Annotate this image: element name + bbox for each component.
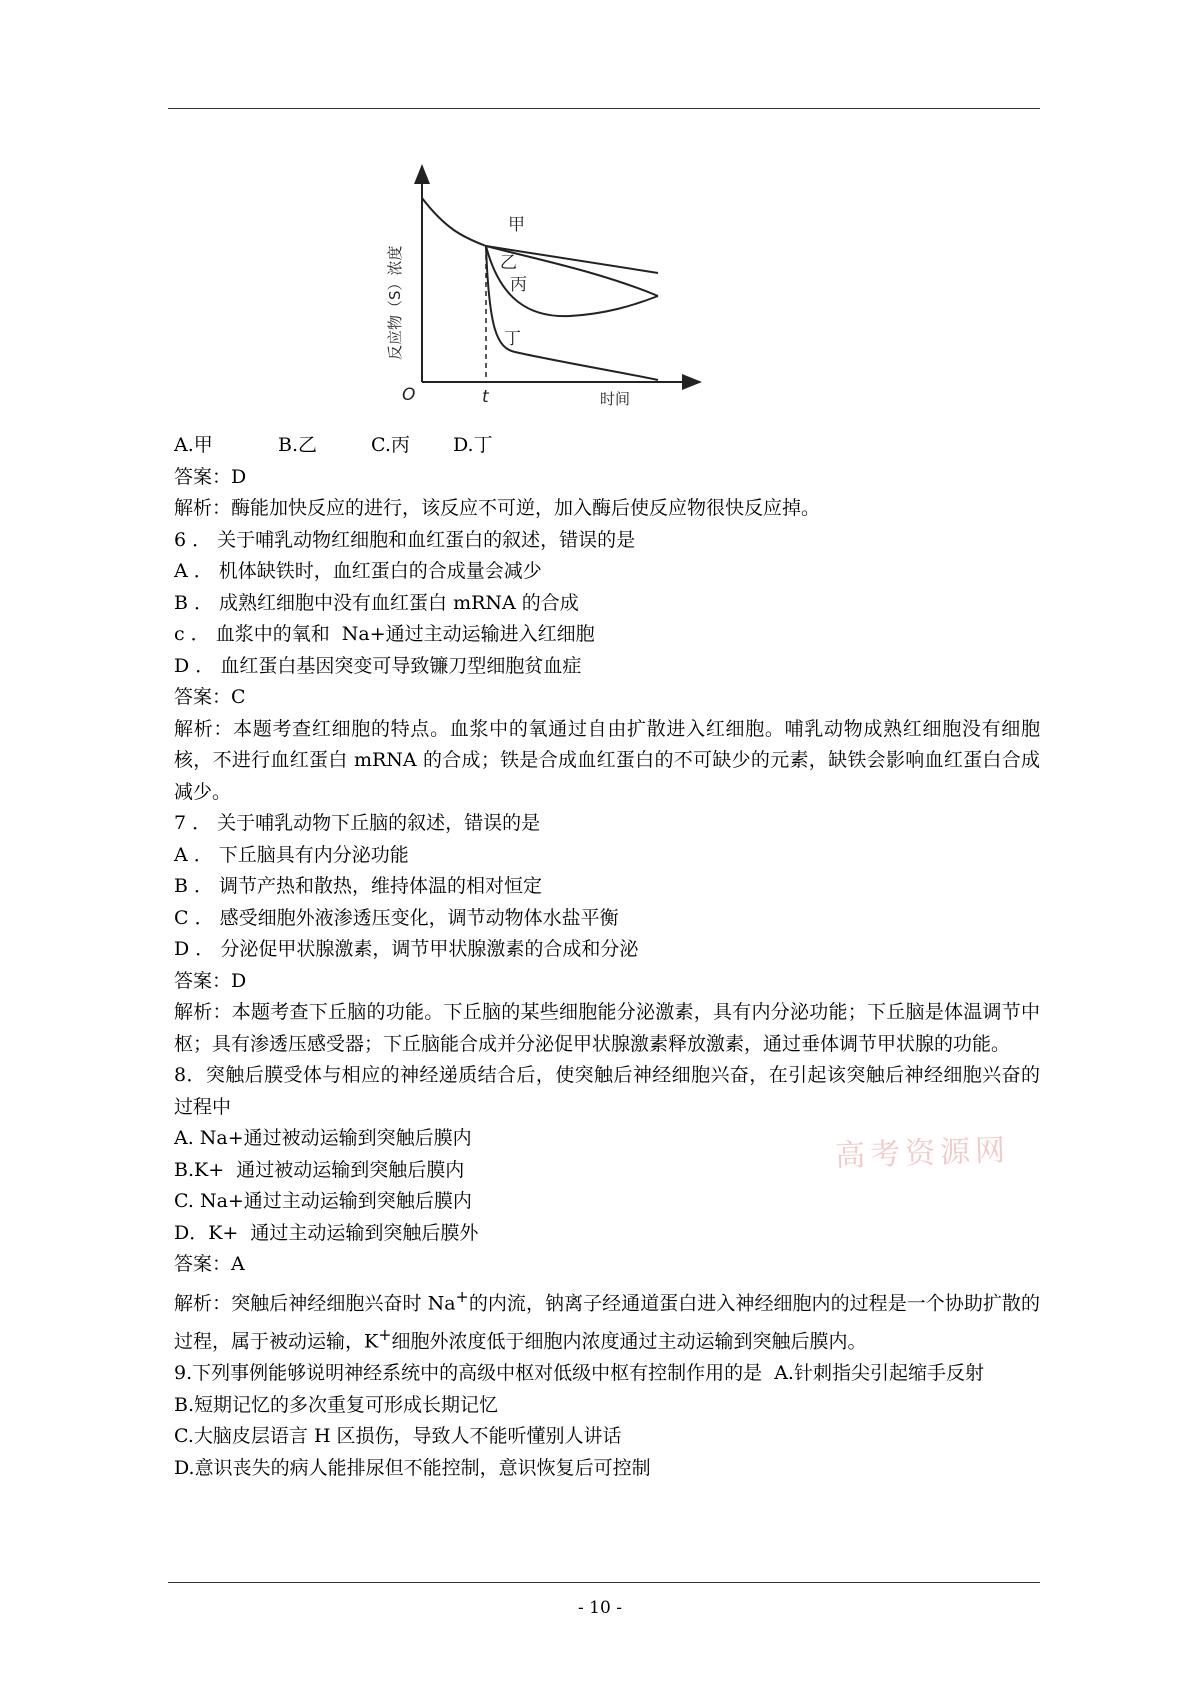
q6-option-c: c ． 血浆中的氧和 Na+通过主动运输进入红细胞 [174,623,595,645]
q9-option-c: C.大脑皮层语言 H 区损伤，导致人不能听懂别人讲话 [174,1425,622,1448]
q9-option-b: B.短期记忆的多次重复可形成长期记忆 [174,1393,499,1416]
q9-stem: 9.下列事例能够说明神经系统中的高级中枢对低级中枢有控制作用的是 A.针刺指尖引起缩手反射 [174,1362,984,1385]
header-rule [168,108,1040,109]
q5-option-c: C.丙 [371,434,410,456]
q7-option-b: B ． 调节产热和散热，维持体温的相对恒定 [174,875,543,897]
q8-stem: 8．突触后膜受体与相应的神经递质结合后，使突触后神经细胞兴奋，在引起该突触后神经细胞兴奋的过程中 [174,1064,1040,1118]
q5-answer: 答案：D [174,465,247,488]
y-axis-label: 反应物（S）浓度 [386,245,404,360]
q7-answer: 答案：D [174,969,247,992]
q8-analysis-part2: 的内流，钠离子经通道蛋白进入神经细胞内的过程是一个协助扩散的过程，属于被动运输，K [174,1291,1040,1353]
q9-option-d: D.意识丧失的病人能排尿但不能控制，意识恢复后可控制 [174,1456,651,1479]
curve-label-bing: 丙 [510,275,527,295]
q8-option-a: A. Na+通过被动运输到突触后膜内 [174,1127,472,1149]
q7-option-a: A ． 下丘脑具有内分泌功能 [174,843,409,866]
curve-label-jia: 甲 [508,215,525,235]
reaction-figure [386,160,780,415]
curve-label-yi: 乙 [500,253,517,273]
concentration-time-graph [386,160,780,415]
q6-option-d: D ． 血红蛋白基因突变可导致镰刀型细胞贫血症 [174,654,582,677]
q6-option-b: B ． 成熟红细胞中没有血红蛋白 mRNA 的合成 [174,591,579,614]
q6-option-a: A ． 机体缺铁时，血红蛋白的合成量会减少 [174,560,542,582]
q8-answer: 答案：A [174,1253,245,1275]
q6-stem: 6 ． 关于哺乳动物红细胞和血红蛋白的叙述，错误的是 [174,528,636,551]
q8-option-d: D．K+ 通过主动运输到突触后膜外 [174,1221,479,1244]
q8-analysis-part1: 解析：突触后神经细胞兴奋时 Na [174,1291,456,1314]
q5-options [174,430,1040,462]
curve-label-ding: 丁 [504,329,521,349]
watermark: 高考资源网 [834,1132,1011,1175]
page-number: - 10 - [578,1598,622,1618]
origin-label: O [402,385,416,405]
page-content [174,430,1040,1484]
q7-stem: 7 ． 关于哺乳动物下丘脑的叙述，错误的是 [174,812,541,834]
q5-option-a: A.甲 [174,434,213,456]
q8-option-b: B.K+ 通过被动运输到突触后膜内 [174,1158,465,1181]
q7-analysis: 解析：本题考查下丘脑的功能。下丘脑的某些细胞能分泌激素，具有内分泌功能；下丘脑是体温调节中枢；具有渗透压感受器；下丘脑能合成并分泌促甲状腺激素释放激素，通过垂体调节甲状腺的功能。 [174,1001,1040,1055]
q5-option-d: D.丁 [453,434,493,456]
q7-option-d: D ． 分泌促甲状腺激素，调节甲状腺激素的合成和分泌 [174,938,639,960]
q8-option-c: C. Na+通过主动运输到突触后膜内 [174,1190,472,1212]
q8-analysis-part3: 细胞外浓度低于细胞内浓度通过主动运输到突触后膜内。 [391,1330,867,1353]
q7-option-c: C ． 感受细胞外液渗透压变化，调节动物体水盐平衡 [174,906,619,929]
q8-analysis [174,1281,1040,1359]
t-label: t [482,387,489,407]
q5-option-b: B.乙 [278,434,318,456]
q8-analysis-sup1: + [455,1286,469,1306]
q5-analysis: 解析：酶能加快反应的进行，该反应不可逆，加入酶后使反应物很快反应掉。 [174,497,821,519]
q6-answer: 答案：C [174,686,246,708]
q6-analysis: 解析：本题考查红细胞的特点。血浆中的氧通过自由扩散进入红细胞。哺乳动物成熟红细胞没有细胞核，不进行血红蛋白 mRNA 的合成；铁是合成血红蛋白的不可缺少的元素，缺铁会影响血红蛋白合成减少。 [174,717,1040,803]
q8-analysis-sup2: + [378,1325,392,1345]
initial-curve [422,198,486,246]
footer-rule [168,1582,1040,1583]
x-axis-label: 时间 [600,390,631,408]
